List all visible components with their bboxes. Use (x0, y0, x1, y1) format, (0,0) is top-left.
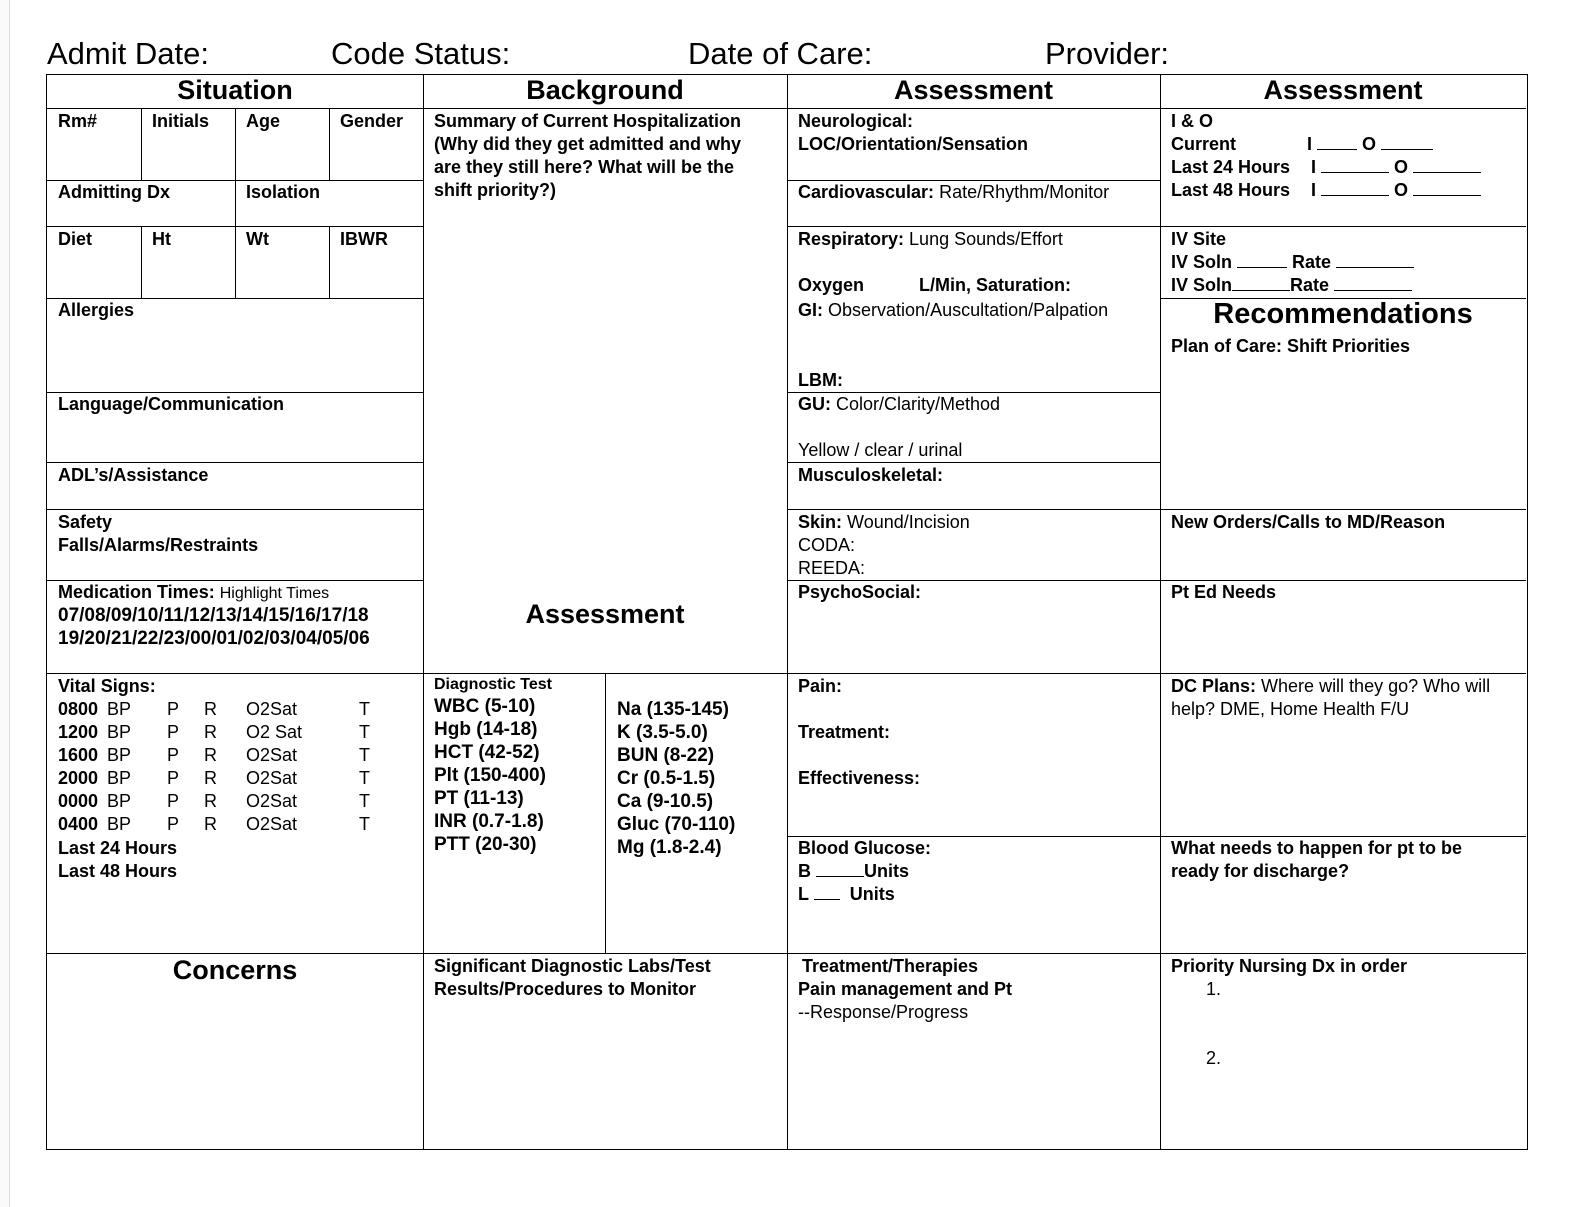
priority-item-2: 2. (1206, 1048, 1222, 1068)
divider (47, 673, 1526, 674)
diagnostic-item: Ca (9-10.5) (617, 791, 714, 812)
vital-o2-cell: O2Sat (246, 768, 298, 788)
treatment-therapies-label: Treatment/Therapies (802, 956, 979, 976)
vital-time-cell: 0400 (58, 814, 99, 834)
ht-label: Ht (152, 229, 171, 249)
blank-line (1317, 135, 1357, 150)
gu-label: GU: (798, 394, 831, 414)
medication-times-row: 07/08/09/10/11/12/13/14/15/16/17/18 (58, 605, 369, 626)
io-last48-label: Last 48 Hours (1171, 180, 1291, 200)
vital-r-cell: R (204, 699, 217, 719)
vital-p-cell: P (167, 814, 180, 834)
vital-time-cell: 2000 (58, 768, 99, 788)
vital-p-cell: P (167, 722, 180, 742)
bg-b-label: B (798, 861, 811, 881)
vital-t-cell: T (359, 699, 370, 719)
discharge-label-2: ready for discharge? (1171, 861, 1350, 881)
isolation-label: Isolation (246, 182, 321, 202)
vital-p-cell: P (167, 745, 180, 765)
gu-sub-label: Color/Clarity/Method (836, 394, 1001, 414)
ibwr-label: IBWR (340, 229, 388, 249)
blank-line (1321, 181, 1389, 196)
vital-o2-cell: O2 Sat (246, 722, 303, 742)
blood-glucose-label: Blood Glucose: (798, 838, 932, 858)
diagnostic-test-label: Diagnostic Test (434, 676, 552, 693)
language-label: Language/Communication (58, 394, 285, 414)
iv-soln-label: IV Soln (1171, 252, 1233, 272)
diagnostic-item: INR (0.7-1.8) (434, 811, 544, 832)
io-last24-fields (1311, 156, 1481, 179)
resp-row (798, 228, 1063, 251)
summary-line: (Why did they get admitted and why (434, 134, 742, 154)
blank-line (1381, 135, 1433, 150)
io-i-label: I (1311, 157, 1317, 177)
vital-bp-cell: BP (107, 699, 132, 719)
neuro-sub-label: LOC/Orientation/Sensation (798, 134, 1029, 154)
bg-b-units: Units (864, 861, 910, 881)
diagnostic-item: Cr (0.5-1.5) (617, 768, 716, 789)
wt-label: Wt (246, 229, 269, 249)
iv-soln-row (1171, 251, 1414, 274)
bg-l-label: L (798, 884, 809, 904)
diagnostic-item: HCT (42-52) (434, 742, 540, 763)
vitals-last48-label: Last 48 Hours (58, 861, 178, 881)
effectiveness-label: Effectiveness: (798, 768, 921, 788)
vital-t-cell: T (359, 768, 370, 788)
divider (1160, 75, 1161, 1149)
vital-r-cell: R (204, 791, 217, 811)
summary-line: shift priority?) (434, 180, 556, 200)
resp-label: Respiratory: (798, 229, 905, 249)
bg-l-row (798, 883, 895, 906)
vital-o2-cell: O2Sat (246, 745, 298, 765)
vital-bp-cell: BP (107, 745, 132, 765)
vital-bp-cell: BP (107, 814, 132, 834)
vital-t-cell: T (359, 722, 370, 742)
medication-times-label: Medication Times: (58, 582, 215, 602)
iv-rate-label: Rate (1292, 252, 1332, 272)
vital-time-cell: 1600 (58, 745, 99, 765)
cardio-sub-label: Rate/Rhythm/Monitor (939, 182, 1110, 202)
gu-value: Yellow / clear / urinal (798, 440, 963, 460)
divider (235, 226, 236, 298)
pain-label: Pain: (798, 676, 843, 696)
pt-ed-needs-label: Pt Ed Needs (1171, 582, 1277, 602)
vital-signs-label: Vital Signs: (58, 676, 156, 696)
vital-p-cell: P (167, 791, 180, 811)
response-progress-label: --Response/Progress (798, 1002, 969, 1022)
coda-label: CODA: (798, 535, 856, 555)
diagnostic-item: Hgb (14-18) (434, 719, 538, 740)
divider (787, 75, 788, 1149)
io-last48-fields (1311, 179, 1481, 202)
treatment-label: Treatment: (798, 722, 891, 742)
vitals-last24-label: Last 24 Hours (58, 838, 178, 858)
diagnostic-item: K (3.5-5.0) (617, 722, 708, 743)
initials-label: Initials (152, 111, 210, 131)
divider (47, 509, 423, 510)
skin-sub-label: Wound/Incision (847, 512, 970, 532)
cardio-label: Cardiovascular: (798, 182, 935, 202)
summary-line: are they still here? What will be the (434, 157, 735, 177)
iv-site-label: IV Site (1171, 229, 1227, 249)
vital-t-cell: T (359, 814, 370, 834)
adls-label: ADL’s/Assistance (58, 465, 209, 485)
skin-row (798, 511, 970, 534)
resp-sub-label: Lung Sounds/Effort (909, 229, 1063, 249)
io-i-label: I (1307, 134, 1313, 154)
assessment-mid-heading: Assessment (525, 599, 685, 629)
vital-bp-cell: BP (107, 768, 132, 788)
admit-date-label: Admit Date: (47, 36, 209, 71)
diagnostic-item: Mg (1.8-2.4) (617, 837, 722, 858)
vital-r-cell: R (204, 768, 217, 788)
divider (47, 953, 1526, 954)
concerns-heading: Concerns (172, 955, 298, 985)
divider (235, 180, 236, 226)
gi-sub-label: Observation/Auscultation/Palpation (828, 300, 1109, 320)
sbar-form (46, 74, 1528, 1150)
divider (787, 226, 1160, 227)
iv-soln-label: IV Soln (1171, 275, 1233, 295)
admitting-dx-label: Admitting Dx (58, 182, 170, 202)
blank-line (1413, 181, 1481, 196)
vital-time-cell: 0800 (58, 699, 99, 719)
vital-r-cell: R (204, 722, 217, 742)
assessment-heading: Assessment (893, 75, 1054, 105)
gender-label: Gender (340, 111, 404, 131)
dc-plans-sub-2: help? DME, Home Health F/U (1171, 699, 1410, 719)
blank-line (1334, 276, 1412, 291)
dc-plans-row (1171, 675, 1490, 698)
recommendations-heading: Recommendations (1213, 298, 1473, 330)
vital-r-cell: R (204, 745, 217, 765)
divider (787, 509, 1160, 510)
significant-labs-label-2: Results/Procedures to Monitor (434, 979, 697, 999)
io-i-label: I (1311, 180, 1317, 200)
code-status-label: Code Status: (331, 36, 511, 71)
divider (1160, 226, 1526, 227)
medication-times (58, 581, 329, 605)
allergies-label: Allergies (58, 300, 135, 320)
divider (141, 108, 142, 180)
iv-soln-row (1171, 274, 1412, 297)
divider (787, 462, 1160, 463)
diagnostic-item: PTT (20-30) (434, 834, 537, 855)
blank-line (816, 862, 864, 877)
new-orders-label: New Orders/Calls to MD/Reason (1171, 512, 1446, 532)
date-of-care-label: Date of Care: (688, 36, 873, 71)
vital-t-cell: T (359, 791, 370, 811)
divider (141, 226, 142, 298)
blank-line (814, 885, 840, 900)
io-o-label: O (1394, 180, 1409, 200)
divider (329, 226, 330, 298)
io-last24-label: Last 24 Hours (1171, 157, 1291, 177)
diagnostic-item: Na (135-145) (617, 699, 729, 720)
medication-times-row: 19/20/21/22/23/00/01/02/03/04/05/06 (58, 628, 370, 649)
lbm-label: LBM: (798, 370, 843, 390)
diagnostic-item: Plt (150-400) (434, 765, 546, 786)
safety-label: Safety (58, 512, 113, 532)
divider (329, 108, 330, 180)
age-label: Age (246, 111, 281, 131)
blank-line (1413, 158, 1481, 173)
provider-label: Provider: (1045, 36, 1170, 71)
medication-times-note: Highlight Times (219, 585, 330, 602)
diagnostic-item: WBC (5-10) (434, 696, 536, 717)
blank-line (1336, 253, 1414, 268)
io-o-label: O (1362, 134, 1377, 154)
background-heading: Background (526, 75, 684, 105)
vital-p-cell: P (167, 768, 180, 788)
vital-t-cell: T (359, 745, 370, 765)
summary-line: Summary of Current Hospitalization (434, 111, 742, 131)
iv-rate-label: Rate (1290, 275, 1330, 295)
pain-management-label: Pain management and Pt (798, 979, 1013, 999)
gi-row (798, 299, 1108, 322)
situation-heading: Situation (177, 75, 293, 105)
io-label: I & O (1171, 111, 1214, 131)
divider (1160, 509, 1526, 510)
vital-bp-cell: BP (107, 722, 132, 742)
priority-dx-label: Priority Nursing Dx in order (1171, 956, 1408, 976)
gu-row (798, 393, 1000, 416)
vital-time-cell: 1200 (58, 722, 99, 742)
dc-plans-sub: Where will they go? Who will (1261, 676, 1491, 696)
vital-o2-cell: O2Sat (246, 699, 298, 719)
bg-b-row (798, 860, 909, 883)
falls-label: Falls/Alarms/Restraints (58, 535, 259, 555)
io-current-fields (1307, 133, 1433, 156)
diagnostic-item: PT (11-13) (434, 788, 524, 809)
vital-bp-cell: BP (107, 791, 132, 811)
vital-p-cell: P (167, 699, 180, 719)
assessment-heading-2: Assessment (1263, 75, 1423, 105)
divider (47, 462, 423, 463)
blank-line (1321, 158, 1389, 173)
reeda-label: REEDA: (798, 558, 866, 578)
psycho-label: PsychoSocial: (798, 582, 922, 602)
bg-l-units: Units (849, 884, 895, 904)
lmin-label: L/Min, Saturation: (919, 275, 1071, 295)
gi-label: GI: (798, 300, 823, 320)
diagnostic-item: BUN (8-22) (617, 745, 715, 766)
musculo-label: Musculoskeletal: (798, 465, 944, 485)
significant-labs-label: Significant Diagnostic Labs/Test (434, 956, 711, 976)
vital-time-cell: 0000 (58, 791, 99, 811)
neuro-label: Neurological: (798, 111, 914, 131)
discharge-label: What needs to happen for pt to be (1171, 838, 1462, 858)
divider (235, 108, 236, 180)
divider (605, 673, 606, 953)
dc-plans-label: DC Plans: (1171, 676, 1257, 696)
rm-label: Rm# (58, 111, 98, 131)
cardio-row (798, 181, 1109, 204)
blank-line (1232, 276, 1290, 291)
diet-label: Diet (58, 229, 93, 249)
priority-item-1: 1. (1206, 979, 1222, 999)
vital-r-cell: R (204, 814, 217, 834)
oxygen-label: Oxygen (798, 275, 865, 295)
vital-o2-cell: O2Sat (246, 814, 298, 834)
window-left-edge (0, 0, 10, 1207)
vital-o2-cell: O2Sat (246, 791, 298, 811)
io-o-label: O (1394, 157, 1409, 177)
blank-line (1237, 253, 1287, 268)
plan-of-care-label: Plan of Care: Shift Priorities (1171, 336, 1411, 356)
diagnostic-item: Gluc (70-110) (617, 814, 736, 835)
io-current-label: Current (1171, 134, 1237, 154)
skin-label: Skin: (798, 512, 843, 532)
divider (47, 108, 1526, 109)
